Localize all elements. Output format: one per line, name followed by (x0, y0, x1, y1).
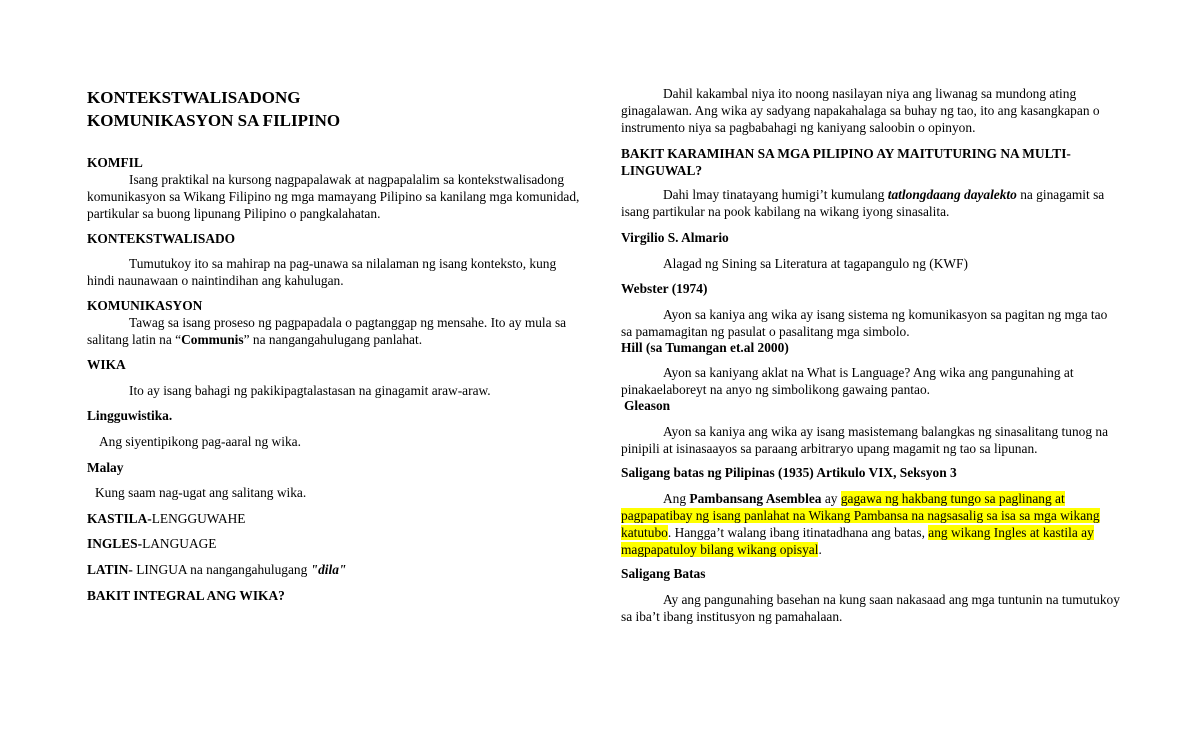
ingles-value: LANGUAGE (142, 536, 217, 551)
ingles-label: INGLES- (87, 536, 143, 551)
title-line-2: KOMUNIKASYON SA FILIPINO (87, 111, 341, 130)
komunikasyon-section (87, 297, 582, 348)
kastila-label: KASTILA- (87, 511, 152, 526)
komunikasyon-text-a: Tawag sa isang proseso ng pagpapadala o pagtanggap ng mensahe. Ito ay mula sa salitang latin na “ (87, 315, 567, 347)
pambansang-asemblea-term: Pambansang Asemblea (689, 491, 822, 506)
dayalekto-term: tatlongdaang dayalekto (887, 187, 1017, 202)
ingles-line (87, 535, 582, 552)
wika-heading-text: WIKA (87, 357, 126, 372)
almario-text: Alagad ng Sining sa Literatura at tagapangulo ng (KWF) (663, 256, 968, 271)
kastila-line (87, 510, 582, 527)
lingguwistika-text: Ang siyentipikong pag-aaral ng wika. (99, 434, 301, 449)
title-line-1: KONTEKSTWALISADONG (87, 88, 301, 107)
sb-ang: Ang (663, 491, 690, 506)
lingguwistika-heading-text: Lingguwistika. (87, 408, 173, 423)
komfil-text: Isang praktikal na kursong nagpapalawak at nagpapalalim sa kontekstwalisadong komunikasyon sa Wikang Filipino ng mga mamayang Pilipino sa kanilang mga komunidad, partikular sa buong lipunang Pilipino o pangkalahatan. (87, 172, 580, 221)
wika-text: Ito ay isang bahagi ng pakikipagtalastasan na ginagamit araw-araw. (129, 383, 491, 398)
komunikasyon-text (87, 314, 582, 348)
kastila-value: LENGGUWAHE (151, 511, 246, 526)
bakit-integral-text: BAKIT INTEGRAL ANG WIKA? (87, 588, 285, 603)
communis-term: Communis (181, 332, 244, 347)
saligang-batas-heading: Saligang Batas (621, 566, 706, 581)
saligang-1935-text (621, 490, 1121, 558)
highlighted-text-1: gagawa ng hakbang tungo sa paglinang at pagpapatibay ng isang panlahat na Wikang Pambansa na nagsasalig sa isa sa mga wikang katutubo (621, 491, 1100, 540)
gleason-text: Ayon sa kaniya ang wika ay isang masistemang balangkas ng sinasalitang tunog na pinipili at isinasaayos sa paraang arbitraryo upang magamit ng tao sa lipunan. (621, 424, 1109, 456)
komunikasyon-heading: KOMUNIKASYON (87, 298, 203, 313)
latin-label: LATIN- (87, 562, 133, 577)
webster-text: Ayon sa kaniya ang wika ay isang sistema ng komunikasyon sa pagitan ng mga tao sa pamamagitan ng pasulat o pasalitang mga simbolo. (621, 307, 1108, 339)
lingguwistika-heading (87, 407, 582, 424)
intro-text: Dahil kakambal niya ito noong nasilayan niya ang liwanag sa mundong ating ginagalawan. Ang wika ay sadyang napakahalaga sa buhay ng tao, ito ang kasangkapan o instrumento niya sa pagbabahagi ng kaniyang saloobin o opinyon. (621, 86, 1100, 135)
kontekstwalisado-heading-text: KONTEKSTWALISADO (87, 231, 236, 246)
latin-line (87, 561, 582, 578)
saligang-1935-heading: Saligang batas ng Pilipinas (1935) Artikulo VIX, Seksyon 3 (621, 465, 957, 480)
gleason-heading: Gleason (624, 398, 671, 413)
malay-text: Kung saam nag-ugat ang salitang wika. (95, 485, 307, 500)
sb-end: . (818, 542, 822, 557)
hill-text: Ayon sa kaniyang aklat na What is Language? Ang wika ang pangunahing at pinakaelaboreyt na anyo ng simbolikong gawaing pantao. (621, 365, 1074, 397)
multilingual-text-a: Dahi lmay tinatayang humigi’t kumulang (663, 187, 888, 202)
komunikasyon-text-b: ” na nangangahulugang panlahat. (243, 332, 423, 347)
latin-value: LINGUA na nangangahulugang (132, 562, 311, 577)
saligang-batas-text: Ay ang pangunahing basehan na kung saan nakasaad ang mga tuntunin na tumutukoy sa iba’t ibang institusyon ng pamahalaan. (621, 592, 1120, 624)
sb-ay: ay (821, 491, 841, 506)
multilingual-text (621, 186, 1121, 220)
wika-heading (87, 356, 582, 373)
malay-heading (87, 459, 582, 476)
webster-heading: Webster (1974) (621, 281, 708, 296)
multilingual-text-b: na ginagamit sa isang partikular na pook kabilang na wikang iyong sinasalita. (621, 187, 1105, 219)
hill-heading: Hill (sa Tumangan et.al 2000) (621, 340, 789, 355)
highlighted-text-2: ang wikang Ingles at kastila ay magpapatuloy bilang wikang opisyal (621, 525, 1094, 557)
multilingual-heading: BAKIT KARAMIHAN SA MGA PILIPINO AY MAITUTURING NA MULTI-LINGUWAL? (621, 146, 1071, 178)
malay-heading-text: Malay (87, 460, 124, 475)
kontekstwalisado-text: Tumutukoy ito sa mahirap na pag-unawa sa nilalaman ng isang konteksto, kung hindi naunawaan o naintindihan ang kahulugan. (87, 256, 557, 288)
almario-heading: Virgilio S. Almario (621, 230, 729, 245)
komfil-section (87, 154, 582, 222)
sb-mid: . Hangga’t walang ibang itinatadhana ang batas, (667, 525, 929, 540)
dila-term: "dila" (310, 562, 347, 577)
page-title (87, 86, 582, 132)
bakit-integral-heading (87, 587, 582, 604)
komfil-heading: KOMFIL (87, 155, 143, 170)
kontekstwalisado-heading (87, 230, 582, 247)
